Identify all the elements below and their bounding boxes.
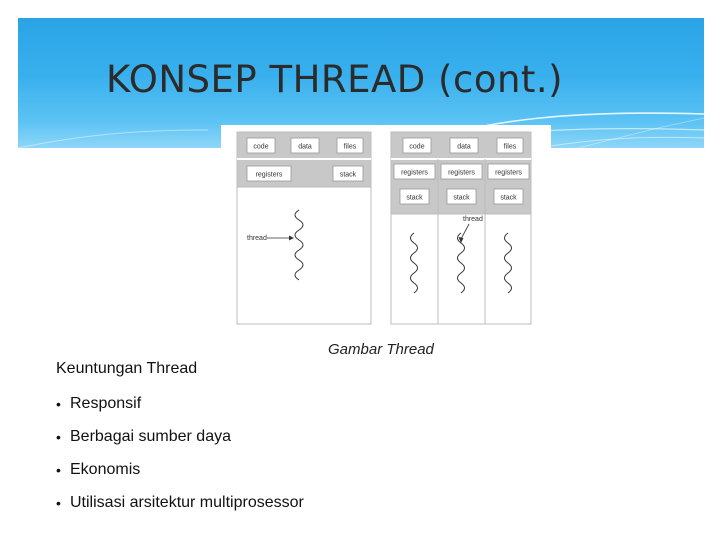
section-heading: Keuntungan Thread — [56, 360, 198, 377]
figure-caption: Gambar Thread — [328, 341, 434, 358]
multi-registers-label-3: registers — [495, 169, 522, 177]
thread-diagram — [221, 125, 551, 330]
list-item — [56, 460, 304, 493]
bullet-text: Responsif — [70, 395, 142, 412]
bullet-text: Ekonomis — [70, 461, 141, 478]
slide-title: KONSEP THREAD (cont.) — [106, 58, 564, 101]
single-code-label: code — [253, 143, 269, 151]
bullet-dot: • — [56, 495, 61, 511]
multi-files-label: files — [503, 143, 517, 151]
single-threaded-process — [237, 132, 371, 324]
multi-registers-label-1: registers — [401, 169, 428, 177]
list-item — [56, 394, 304, 427]
multi-stack-label-2: stack — [453, 194, 470, 202]
multi-stack-label-1: stack — [406, 194, 423, 202]
multi-code-label: code — [409, 143, 425, 151]
bullet-list — [56, 394, 304, 526]
single-data-label: data — [298, 143, 312, 151]
thread-figure — [221, 125, 551, 330]
multi-thread-label: thread — [463, 216, 483, 223]
multi-threaded-process — [391, 132, 531, 324]
bullet-dot: • — [56, 429, 61, 445]
bullet-text: Utilisasi arsitektur multiprosessor — [70, 494, 304, 511]
list-item — [56, 427, 304, 460]
multi-data-label: data — [457, 143, 471, 151]
multi-registers-label-2: registers — [448, 169, 475, 177]
list-item — [56, 493, 304, 526]
single-thread-label: thread — [247, 235, 267, 242]
multi-stack-label-3: stack — [500, 194, 517, 202]
single-stack-label: stack — [339, 171, 357, 179]
bullet-text: Berbagai sumber daya — [70, 428, 231, 445]
single-registers-label: registers — [255, 171, 283, 179]
bullet-dot: • — [56, 396, 61, 412]
bullet-dot: • — [56, 462, 61, 478]
single-files-label: files — [343, 143, 357, 151]
